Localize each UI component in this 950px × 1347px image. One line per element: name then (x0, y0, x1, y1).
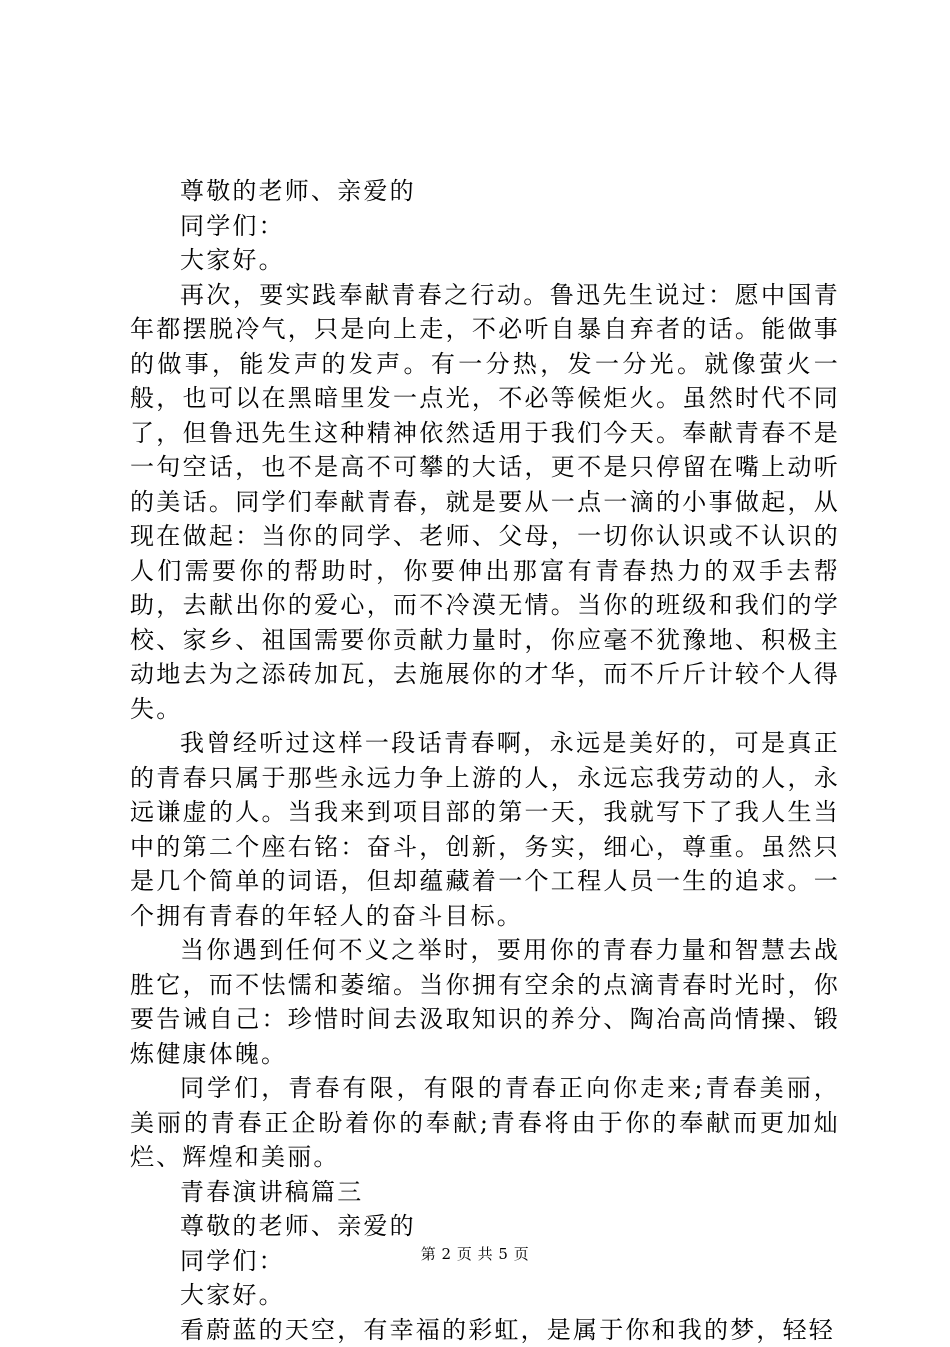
paragraph: 看蔚蓝的天空，有幸福的彩虹，是属于你和我的梦，轻轻 (130, 1313, 840, 1347)
section-title: 青春演讲稿篇三 (130, 1175, 840, 1210)
greeting-line: 同学们： (130, 1244, 840, 1279)
greeting-line: 同学们： (130, 209, 840, 244)
greeting-line: 尊敬的老师、亲爱的 (130, 1209, 840, 1244)
page-footer (0, 1244, 950, 1264)
document-body (130, 174, 840, 1347)
greeting-line: 大家好。 (130, 1278, 840, 1313)
paragraph: 同学们，青春有限，有限的青春正向你走来;青春美丽，美丽的青春正企盼着你的奉献;青春将由于你的奉献而更加灿烂、辉煌和美丽。 (130, 1071, 840, 1175)
paragraph: 再次，要实践奉献青春之行动。鲁迅先生说过：愿中国青年都摆脱冷气，只是向上走，不必听自暴自弃者的话。能做事的做事，能发声的发声。有一分热，发一分光。就像萤火一般，也可以在黑暗里发一点光，不必等候炬火。虽然时代不同了，但鲁迅先生这种精神依然适用于我们今天。奉献青春不是一句空话，也不是高不可攀的大话，更不是只停留在嘴上动听的美话。同学们奉献青春，就是要从一点一滴的小事做起，从现在做起：当你的同学、老师、父母，一切你认识或不认识的人们需要你的帮助时，你要伸出那富有青春热力的双手去帮助，去献出你的爱心，而不冷漠无情。当你的班级和我们的学校、家乡、祖国需要你贡献力量时，你应毫不犹豫地、积极主动地去为之添砖加瓦，去施展你的才华，而不斤斤计较个人得失。 (130, 278, 840, 727)
greeting-line: 大家好。 (130, 243, 840, 278)
paragraph: 当你遇到任何不义之举时，要用你的青春力量和智慧去战胜它，而不怯懦和萎缩。当你拥有空余的点滴青春时光时，你要告诫自己：珍惜时间去汲取知识的养分、陶冶高尚情操、锻炼健康体魄。 (130, 933, 840, 1071)
greeting-line: 尊敬的老师、亲爱的 (130, 174, 840, 209)
paragraph: 我曾经听过这样一段话青春啊，永远是美好的，可是真正的青春只属于那些永远力争上游的人，永远忘我劳动的人，永远谦虚的人。当我来到项目部的第一天，我就写下了我人生当中的第二个座右铭：奋斗，创新，务实，细心，尊重。虽然只是几个简单的词语，但却蕴藏着一个工程人员一生的追求。一个拥有青春的年轻人的奋斗目标。 (130, 726, 840, 933)
page-number: 第 2 页 共 5 页 (421, 1245, 529, 1263)
